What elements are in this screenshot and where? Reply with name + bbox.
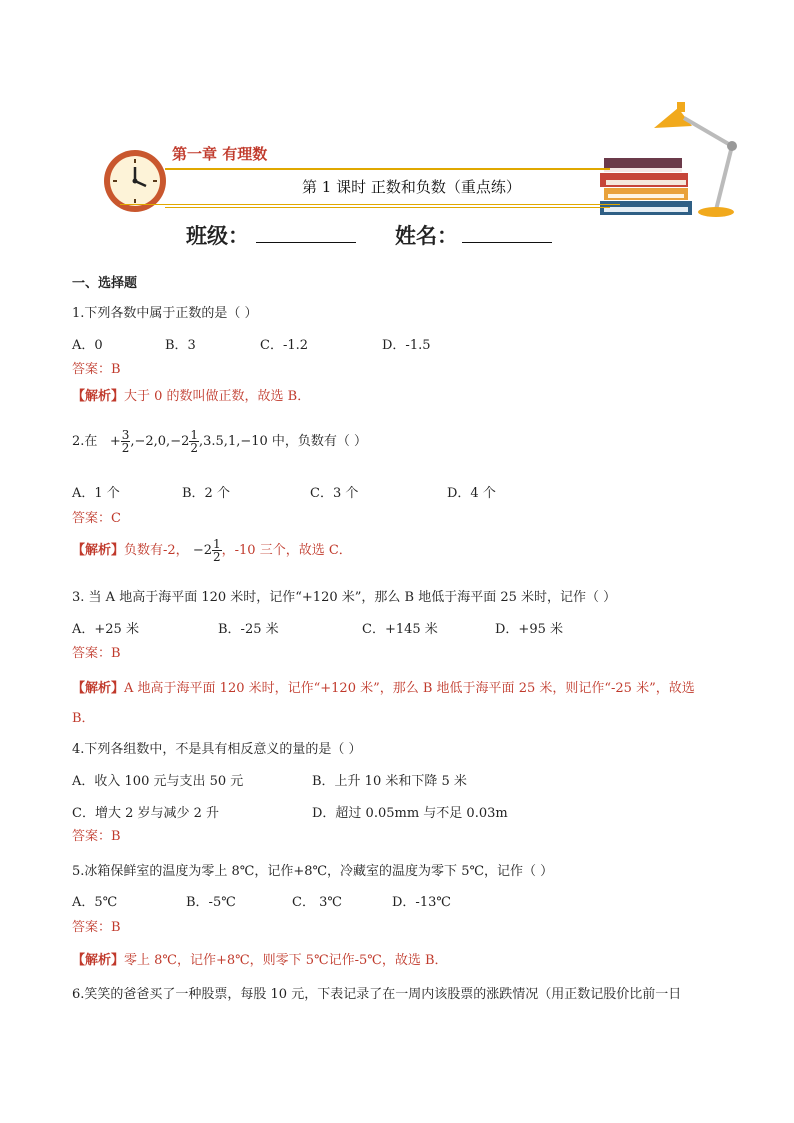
answer: 答案：B [72,362,121,377]
option: D．4 个 [447,486,496,501]
option: C．+145 米 [362,622,438,637]
section-title: 一、选择题 [72,276,138,291]
answer: 答案：B [72,829,121,844]
option: B．上升 10 米和下降 5 米 [312,774,467,789]
option: D．超过 0.05mm 与不足 0.03m [312,806,508,821]
fraction [189,429,199,454]
option: D．-13℃ [392,895,451,910]
option: C．3 个 [310,486,359,501]
question-stem: 3. 当 A 地高于海平面 120 米时，记作“+120 米”，那么 B 地低于海平面 25 米时，记作（ ） [72,590,617,605]
answer: 答案：B [72,920,121,935]
books-icon [598,156,696,218]
option: B．3 [165,338,196,353]
analysis [72,534,352,568]
header-rule [165,168,610,170]
fraction [212,538,222,563]
option: A．+25 米 [72,622,139,637]
header-rule [120,204,620,205]
question-stem: 6.笑笑的爸爸买了一种股票，每股 10 元，下表记录了在一周内该股票的涨跌情况（用正数记股价比前一日 [72,987,682,1002]
question-stem [72,425,367,459]
option: A．1 个 [72,486,120,501]
analysis [72,677,695,696]
fraction-numerator: 3 [121,428,130,442]
option: D．+95 米 [495,622,563,637]
analysis [72,385,310,404]
answer: 答案：B [72,646,121,661]
option: C． 3℃ [292,895,342,910]
stem-sign: + [109,434,121,449]
mixed-number-integer: −2 [192,543,212,558]
analysis-tag: 【解析】 [72,389,125,404]
analysis-continuation: B． [72,711,95,726]
fraction-numerator: 1 [190,428,198,442]
stem-suffix: ,3.5,1,−10 中，负数有（ ） [199,434,368,449]
option: B．-5℃ [186,895,236,910]
analysis-text: 大于 0 的数叫做正数，故选 B． [124,389,311,404]
analysis-tag: 【解析】 [72,681,125,696]
answer: 答案：C [72,511,121,526]
option: A．收入 100 元与支出 50 元 [72,774,244,789]
lesson-title: 第 1 课时 正数和负数（重点练） [302,178,521,196]
fraction [121,429,131,454]
option: C．增大 2 岁与减少 2 升 [72,806,220,821]
class-field[interactable] [256,242,356,243]
analysis-text: ，-10 三个，故选 C． [221,543,352,558]
stem-mid: ,−2,0,−2 [130,434,190,449]
analysis-tag: 【解析】 [72,543,125,558]
question-stem: 4.下列各组数中，不是具有相反意义的量的是（ ） [72,742,362,757]
fraction-denominator: 2 [121,441,130,455]
option: B．2 个 [182,486,230,501]
analysis-text: 零上 8℃，记作+8℃，则零下 5℃记作-5℃，故选 B． [124,953,448,968]
fraction-denominator: 2 [213,550,221,564]
chapter-title: 第一章 有理数 [172,145,268,163]
fraction-denominator: 2 [190,441,198,455]
name-field[interactable] [462,242,552,243]
option: A．0 [72,338,103,353]
option: C．-1.2 [260,338,309,353]
fraction-numerator: 1 [213,537,221,551]
header-rule [165,207,610,208]
analysis-text: A 地高于海平面 120 米时，记作“+120 米”，那么 B 地低于海平面 25 米，则记作“-25 米”，故选 [124,681,695,696]
question-stem: 5.冰箱保鲜室的温度为零上 8℃，记作+8℃，冷藏室的温度为零下 5℃，记作（ ） [72,864,554,879]
class-label: 班级： [186,223,249,248]
option: B．-25 米 [218,622,279,637]
option: A．5℃ [72,895,118,910]
stem-prefix: 2.在 [72,434,98,449]
analysis-text: 负数有-2， [124,543,189,558]
question-stem: 1.下列各数中属于正数的是（ ） [72,306,258,321]
analysis [72,949,448,968]
name-label: 姓名： [395,223,458,248]
analysis-tag: 【解析】 [72,953,125,968]
option: D．-1.5 [382,338,431,353]
